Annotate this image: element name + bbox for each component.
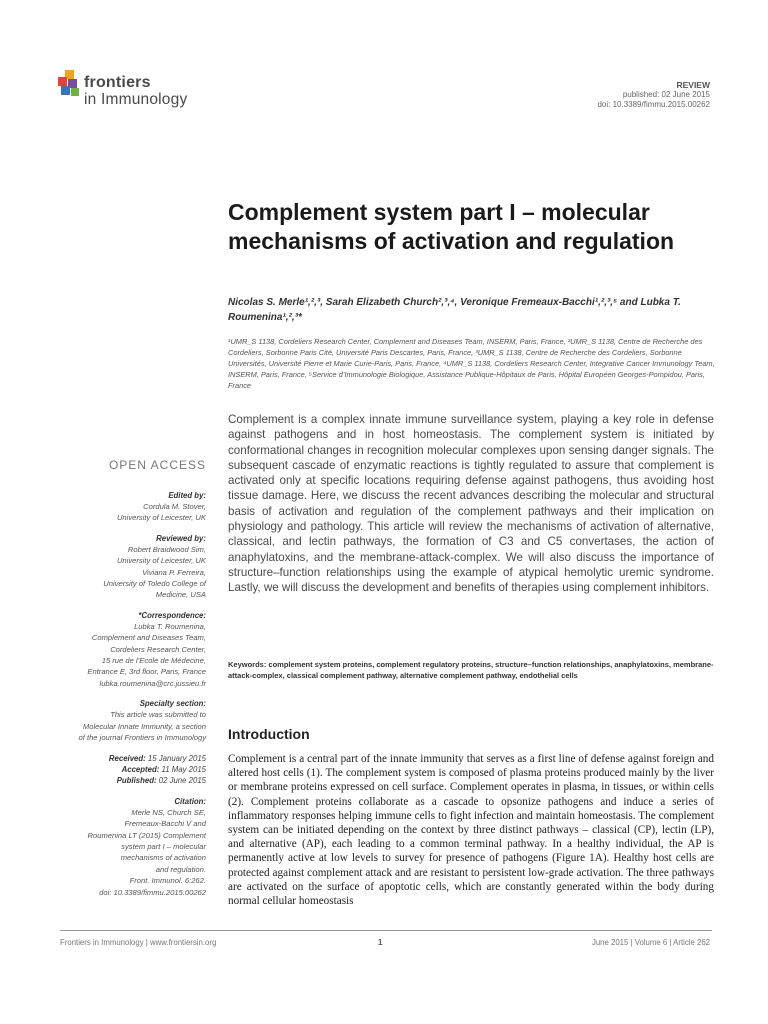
page-number: 1 <box>378 938 383 947</box>
sidebar-published-date: 02 June 2015 <box>158 776 206 786</box>
doi: doi: 10.3389/fimmu.2015.00262 <box>597 100 710 109</box>
affiliations: ¹UMR_S 1138, Cordeliers Research Center, Complement and Diseases Team, INSERM, Paris, France, ²UMR_S 1138, Centre de Recherche des Cordeliers, Sorbonne Paris Cité, Université Paris Descartes, Paris, France, ³UMR_S 1138, Centre de Recherche des Cordeliers, Sorbonne Universités, Université Pierre et Marie Curie-Paris, Paris, France, ⁴UMR_S 1138, Cordeliers Research Center, Integrative Cancer Immunology Team, INSERM, Paris, France, ⁵Service d’Immunologie Biologique, Assistance Publique-Hôpitaux de Paris, Hôpital Européen Georges-Pompidou, Paris, France <box>228 337 715 390</box>
received-date: 15 January 2015 <box>147 753 206 763</box>
specialty-section: This article was submitted to Molecular Innate Immunity, a section of the journal Frontiers in Immunology <box>78 710 206 743</box>
logo-text-frontiers: frontiers <box>84 74 151 91</box>
logo-text-journal: in Immunology <box>84 91 188 108</box>
accepted-date-row <box>60 764 206 775</box>
specialty-section-label: Specialty section: <box>139 699 206 709</box>
edited-by-label: Edited by: <box>168 491 206 500</box>
edited-by: Cordula M. Stover, University of Leicester, UK <box>116 502 206 523</box>
journal-logo <box>58 70 218 114</box>
author-list: Nicolas S. Merle¹,²,³, Sarah Elizabeth Church²,³,⁴, Veronique Fremeaux-Bacchi¹,²,³,⁵ and Lubka T. Roumenina¹,²,³* <box>228 297 681 323</box>
footer-journal: Frontiers in Immunology | www.frontiersin.org <box>60 938 217 947</box>
citation-label: Citation: <box>174 796 206 806</box>
introduction-text: Complement is a central part of the innate immunity that serves as a first line of defense against foreign and altered host cells (1). The complement system is composed of plasma proteins produced mainly by the liver or membrane proteins expressed on cell surface. Complement operates in plasma, in tissues, or within cells (2). Complement proteins collaborate as a cascade to opsonize pathogens and induce a series of inflammatory responses helping immune cells to fight infection and maintain homeostasis. The complement system can be initiated depending on the context by three distinct pathways – classical (CP), lectin (LP), and alternative (AP), each leading to a common terminal pathway. In a healthy individual, the AP is permanently active at low levels to survey for presence of pathogens (Figure 1A). Healthy host cells are protected against complement attack and are resistant to persistent low-grade activation. The three pathways are activated on the surface of apoptotic cells, which are constantly generated within the body during normal cellular homeostasis <box>228 753 714 908</box>
abstract: Complement is a complex innate immune surveillance system, playing a key role in defense against pathogens and in host homeostasis. The complement system is initiated by conformational changes in recognition molecular complexes upon sensing danger signals. The subsequent cascade of enzymatic reactions is tightly regulated to assure that complement is activated only at specific locations requiring defense against pathogens, thus avoiding host tissue damage. Here, we discuss the recent advances describing the molecular and structural basis of activation and regulation of the complement pathways and their implication on physiology and pathology. This article will review the mechanisms of activation of alternative, classical, and lectin pathways, the formation of C3 and C5 convertases, the action of anaphylatoxins, and the membrane-attack-complex. We will also discuss the importance of structure–function relationships using the example of atypical hemolytic uremic syndrome. Lastly, we will discuss the development and benefits of therapies using complement inhibitors. <box>228 413 714 595</box>
published-date: published: 02 June 2015 <box>622 90 710 99</box>
frontiers-logo-icon <box>58 70 84 98</box>
accepted-date: 11 May 2015 <box>161 764 206 774</box>
article-title: Complement system part I – molecular mechanisms of activation and regulation <box>228 199 675 254</box>
open-access-label: OPEN ACCESS <box>108 458 206 472</box>
article-dates <box>60 753 206 787</box>
section-heading-introduction: Introduction <box>228 726 310 742</box>
keywords: Keywords: complement system proteins, complement regulatory proteins, structure–function relationships, anaphylatoxins, membrane-attack-complex, classical complement pathway, alternative complement pathway, endothelial cells <box>228 660 714 680</box>
article-type: REVIEW <box>676 80 710 90</box>
received-date-row <box>60 753 206 764</box>
article-sidebar <box>60 458 206 907</box>
accepted-label: Accepted: <box>121 764 160 774</box>
correspondence-label: *Correspondence: <box>138 610 206 620</box>
received-label: Received: <box>108 753 146 763</box>
footer-volume: June 2015 | Volume 6 | Article 262 <box>591 938 710 947</box>
citation: Merle NS, Church SE, Fremeaux-Bacchi V and Roumenina LT (2015) Complement system part I – molecular mechanisms of activation and regulation. Front. Immunol. 6:262. doi: 10.3389/fimmu.2015.00262 <box>87 807 206 897</box>
footer-divider <box>60 930 712 931</box>
reviewed-by-label: Reviewed by: <box>156 533 206 543</box>
published-label: Published: <box>116 776 157 786</box>
correspondence: Lubka T. Roumenina, Complement and Diseases Team, Cordeliers Research Center, 15 rue de l’Ecole de Médecine, Entrance E, 3rd floor, Paris, France lubka.roumenina@crc.jussieu.fr <box>87 621 206 688</box>
article-meta <box>597 80 710 110</box>
published-date-row <box>60 775 206 786</box>
reviewed-by: Robert Braidwood Sim, University of Leicester, UK Viviana P. Ferreira, University of Toledo College of Medicine, USA <box>103 544 206 600</box>
